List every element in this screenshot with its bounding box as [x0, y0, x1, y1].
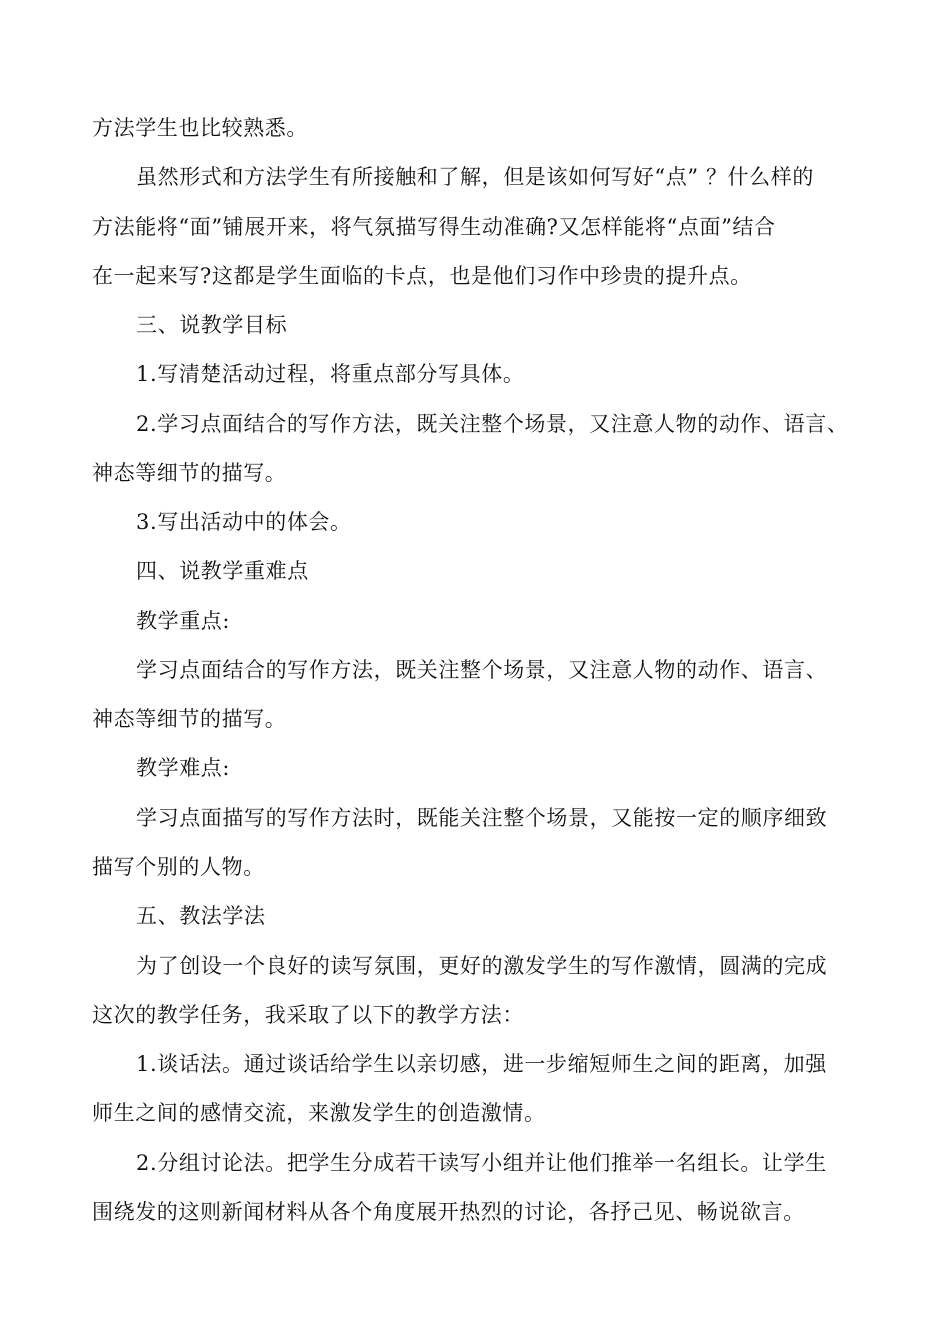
text-line: 方法能将“面”铺展开来，将气氛描写得生动准确?又怎样能将“点面”结合 — [92, 215, 776, 239]
text-line: 2.分组讨论法。把学生分成若干读写小组并让他们推举一名组长。让学生 — [136, 1151, 827, 1175]
text-line: 神态等细节的描写。 — [92, 461, 287, 485]
section-heading: 五、教法学法 — [136, 904, 266, 928]
text-line: 1.谈话法。通过谈话给学生以亲切感，进一步缩短师生之间的距离，加强 — [136, 1052, 827, 1076]
text-line: 2.学习点面结合的写作方法，既关注整个场景，又注意人物的动作、语言、 — [136, 412, 849, 436]
text-line: 3.写出活动中的体会。 — [136, 510, 352, 534]
text-line: 这次的教学任务，我采取了以下的教学方法： — [92, 1003, 524, 1027]
text-line: 1.写清楚活动过程，将重点部分写具体。 — [136, 362, 525, 386]
text-line: 描写个别的人物。 — [92, 855, 265, 879]
text-line: 方法学生也比较熟悉。 — [92, 116, 308, 140]
text-line: 神态等细节的描写。 — [92, 707, 287, 731]
section-heading: 三、说教学目标 — [136, 313, 288, 337]
sub-heading: 教学重点: — [136, 609, 231, 633]
section-heading: 四、说教学重难点 — [136, 559, 309, 583]
text-line: 学习点面结合的写作方法，既关注整个场景，又注意人物的动作、语言、 — [136, 658, 828, 682]
text-line: 师生之间的感情交流，来激发学生的创造激情。 — [92, 1101, 546, 1125]
text-line: 围绕发的这则新闻材料从各个角度展开热烈的讨论，各抒己见、畅说欲言。 — [92, 1200, 805, 1224]
text-line: 为了创设一个良好的读写氛围，更好的激发学生的写作激情，圆满的完成 — [136, 954, 828, 978]
sub-heading: 教学难点: — [136, 756, 231, 780]
text-line: 学习点面描写的写作方法时，既能关注整个场景，又能按一定的顺序细致 — [136, 806, 828, 830]
text-line: 虽然形式和方法学生有所接触和了解，但是该如何写好“点” ？什么样的 — [136, 165, 814, 189]
text-line: 在一起来写?这都是学生面临的卡点，也是他们习作中珍贵的提升点。 — [92, 264, 752, 288]
